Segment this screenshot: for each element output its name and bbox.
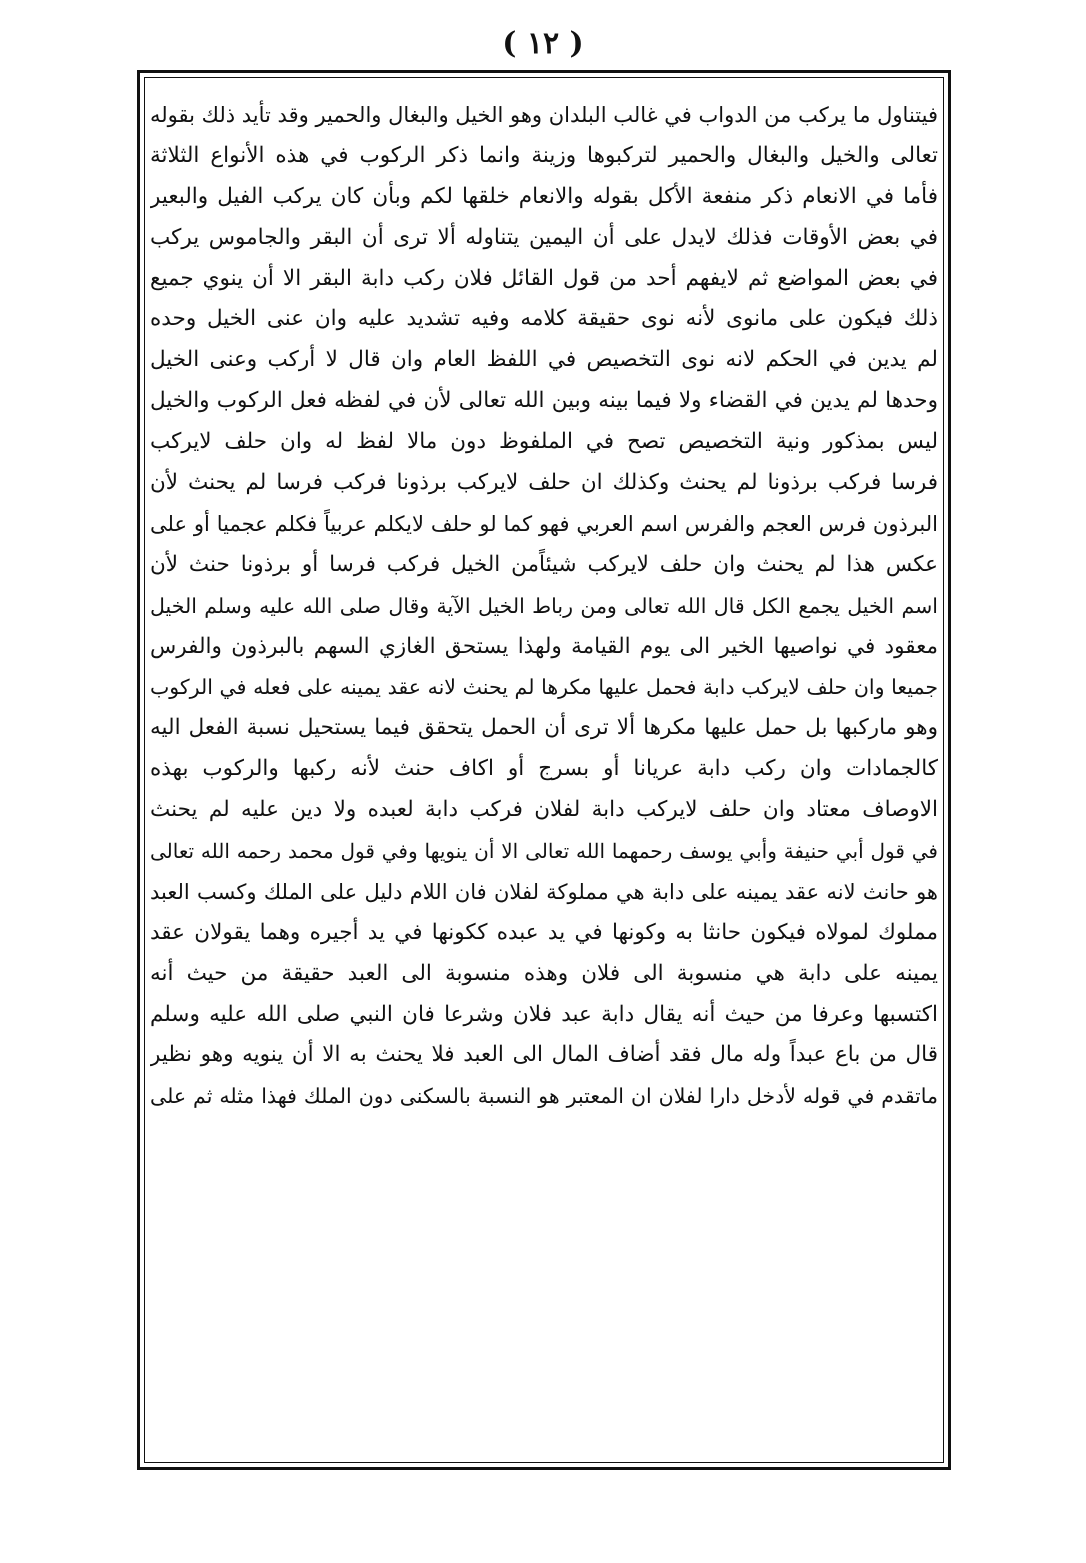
text-line: اسم الخيل يجمع الكل قال الله تعالى ومن رباط الخيل الآية وقال صلى الله عليه وسلم الخيل	[150, 593, 938, 618]
text-line: وهو ماركبها بل حمل عليها مكرها ألا ترى أن الحمل يتحقق فيما يستحيل نسبة الفعل اليه	[150, 715, 938, 741]
text-line: اكتسبها وعرفا من حيث أنه يقال دابة عبد فلان وشرعا فان النبي صلى الله عليه وسلم	[150, 1001, 938, 1027]
text-line: الاوصاف معتاد وان حلف لايركب دابة لفلان فركب دابة لعبده ولا دين عليه لم يحنث	[150, 797, 938, 823]
text-line: ماتقدم في قوله لأدخل دارا لفلان ان المعتبر هو النسبة بالسكنى دون الملك فهذا مثله ثم على	[150, 1084, 938, 1109]
text-line: فيتناول ما يركب من الدواب في غالب البلدان وهو الخيل والبغال والحمير وقد تأيد ذلك بقوله	[150, 103, 938, 127]
text-line: في قول أبي حنيفة وأبي يوسف رحمهما الله تعالى الا أن ينويها وفي قول محمد رحمه الله تعالى	[150, 839, 938, 864]
text-line: تعالى والخيل والبغال والحمير لتركبوها وزينة وانما ذكر الركوب في هذه الأنواع الثلاثة	[150, 142, 938, 168]
text-line: معقود في نواصيها الخير الى يوم القيامة ولهذا يستحق الغازي السهم بالبرذون والفرس	[150, 633, 938, 659]
text-body	[150, 95, 938, 1445]
text-line: قال من باع عبداً وله مال فقد أضاف المال الى العبد فلا يحنث به الا أن ينويه وهو نظير	[150, 1042, 938, 1068]
text-line: في بعض المواضع ثم لايفهم أحد من قول القائل فلان ركب دابة البقر الا أن ينوي جميع	[150, 265, 938, 291]
page-number: ( ١٢ )	[502, 26, 584, 61]
text-line: يمينه على دابة هي منسوبة الى فلان وهذه منسوبة الى العبد حقيقة من حيث أنه	[150, 960, 938, 986]
text-line: هو حانث لانه عقد يمينه على دابة هي مملوكة لفلان فان اللام دليل على الملك وكسب العبد	[150, 879, 938, 904]
text-line: كالجمادات وان ركب دابة عريانا أو بسرج أو اكاف حنث لأنه ركبها والركوب بهذه	[150, 756, 938, 782]
text-line: فأما في الانعام ذكر منفعة الأكل بقوله والانعام خلقها لكم وبأن كان يركب الفيل والبعير	[150, 183, 938, 209]
text-line: لم يدين في الحكم لانه نوى التخصيص في اللفظ العام وان قال لا أركب وعنى الخيل	[150, 347, 938, 373]
text-line: مملوك لمولاه فيكون حانثا به وكونها في يد عبده ككونها في يد أجيره وهما يقولان عقد	[150, 919, 938, 945]
text-line: فرسا فركب برذونا لم يحنث وكذلك ان حلف لايركب برذونا فركب فرسا لم يحنث لأن	[150, 470, 938, 496]
text-line: ذلك فيكون على مانوى لأنه نوى حقيقة كلامه وفيه تشديد عليه وان عنى الخيل وحده	[150, 306, 938, 332]
text-line: البرذون فرس العجم والفرس اسم العربي فهو كما لو حلف لايكلم عربياً فكلم عجميا أو على	[150, 511, 938, 536]
text-line: جميعا وان حلف لايركب دابة فحمل عليها مكرها لم يحنث لانه عقد يمينه على فعله في الركوب	[150, 675, 938, 700]
text-line: وحدها لم يدين في القضاء ولا فيما بينه وبين الله تعالى لأن في لفظه فعل الركوب والخيل	[150, 388, 938, 414]
text-line: عكس هذا لم يحنث وان حلف لايركب شيئاًمن الخيل فركب فرسا أو برذونا حنث لأن	[150, 551, 938, 577]
text-line: ليس بمذكور ونية التخصيص تصح في الملفوظ دون مالا لفظ له وان حلف لايركب	[150, 429, 938, 455]
text-line: في بعض الأوقات فذلك لايدل على أن اليمين يتناوله ألا ترى أن البقر والجاموس يركب	[150, 224, 938, 250]
